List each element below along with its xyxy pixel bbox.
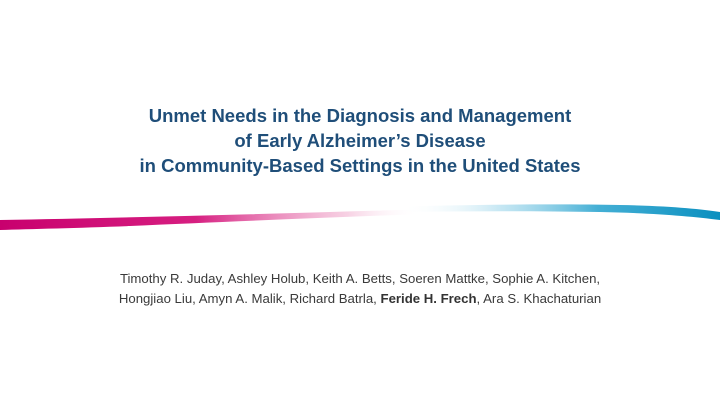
- authors-line-2-end: , Ara S. Khachaturian: [476, 291, 602, 306]
- decorative-swoosh: [0, 196, 720, 236]
- slide-title: [0, 103, 720, 178]
- presenting-author: Feride H. Frech: [380, 291, 477, 306]
- authors-line-1: Timothy R. Juday, Ashley Holub, Keith A. Betts, Soeren Mattke, Sophie A. Kitchen,: [119, 271, 601, 286]
- title-line-2: of Early Alzheimer’s Disease: [234, 130, 486, 151]
- title-line-1: Unmet Needs in the Diagnosis and Management: [148, 105, 572, 126]
- authors-line-2-start: Hongjiao Liu, Amyn A. Malik, Richard Batrla,: [118, 291, 381, 306]
- title-line-3: in Community-Based Settings in the United States: [139, 155, 581, 176]
- author-list: [0, 269, 720, 309]
- authors-line-2: [0, 289, 720, 309]
